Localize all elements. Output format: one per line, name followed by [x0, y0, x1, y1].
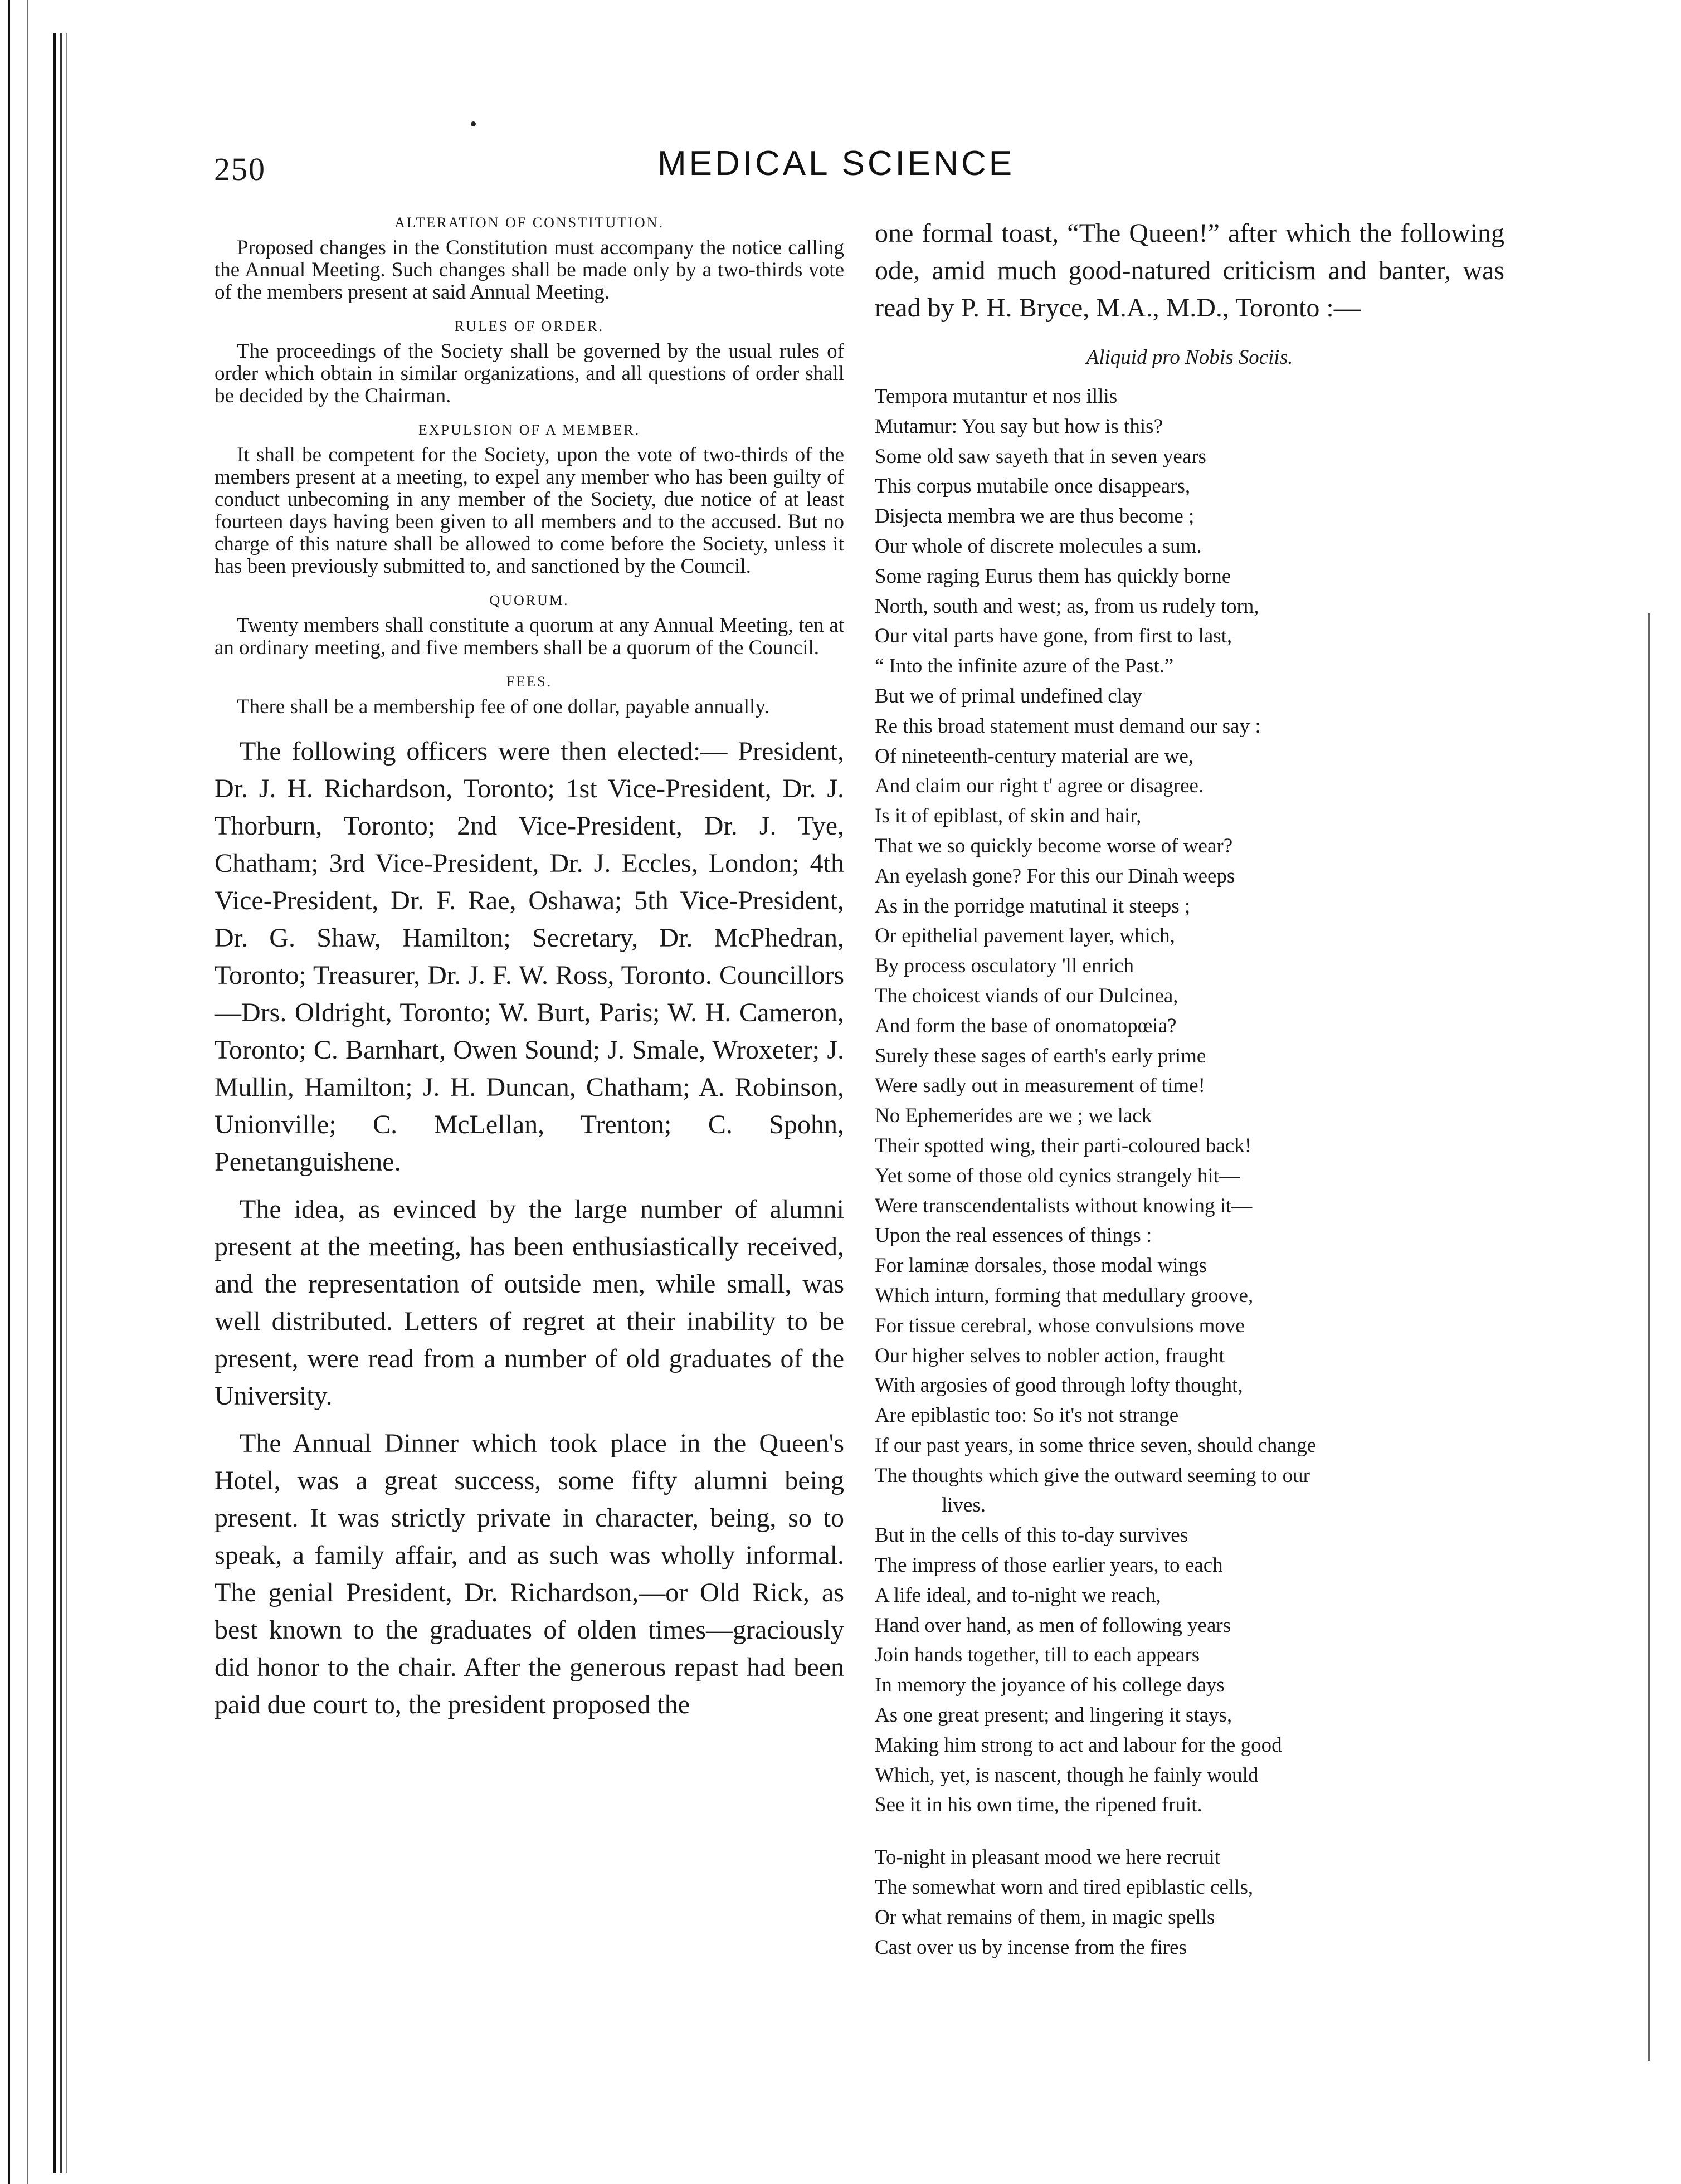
- poem-line: Which, yet, is nascent, though he fainly would: [875, 1763, 1259, 1787]
- poem-line: Were transcendentalists without knowing it—: [875, 1194, 1253, 1217]
- poem-line: But in the cells of this to-day survives: [875, 1524, 1188, 1547]
- poem-line: Our whole of discrete molecules a sum.: [875, 534, 1202, 558]
- rule-heading: EXPULSION OF A MEMBER.: [418, 422, 641, 438]
- poem-line: Yet some of those old cynics strangely hit—: [875, 1164, 1240, 1187]
- rule-heading: QUORUM.: [489, 592, 569, 608]
- poem-line: As in the porridge matutinal it steeps ;: [875, 894, 1191, 918]
- poem-line: “ Into the infinite azure of the Past.”: [875, 655, 1174, 678]
- poem-line: No Ephemerides are we ; we lack: [875, 1104, 1152, 1128]
- rule-text: It shall be competent for the Society, upon the vote of two-thirds of the members present at a meeting, to expel any member who has been guilty of conduct unbecoming in any member of the Society, due notice of at least fourteen days having been given to all members and to the accused. But no charge of this nature shall be allowed to come before the Society, unless it has been previously submitted to, and sanctioned by the Council.: [215, 443, 844, 578]
- poem-line: If our past years, in some thrice seven, should change: [875, 1434, 1317, 1457]
- poem-line: Their spotted wing, their parti-coloured back!: [875, 1134, 1252, 1157]
- poem-line: lives.: [942, 1494, 986, 1517]
- poem-line: The impress of those earlier years, to each: [875, 1554, 1223, 1577]
- rule-text: The proceedings of the Society shall be governed by the usual rules of order which obtain in similar organizations, and all questions of order shall be decided by the Chairman.: [215, 340, 844, 407]
- poem-line: With argosies of good through lofty thought,: [875, 1374, 1243, 1397]
- poem-line: Our vital parts have gone, from first to last,: [875, 625, 1232, 648]
- poem-line: Are epiblastic too: So it's not strange: [875, 1404, 1179, 1427]
- poem-line: For tissue cerebral, whose convulsions move: [875, 1314, 1245, 1337]
- poem-line: Re this broad statement must demand our say :: [875, 714, 1261, 738]
- poem-line: And claim our right t' agree or disagree.: [875, 774, 1204, 798]
- poem-line: Is it of epiblast, of skin and hair,: [875, 805, 1142, 828]
- meeting-paragraph: The idea, as evinced by the large number of alumni present at the meeting, has been enthusiastically received, and the representation of outside men, while small, was well distributed. Letters of regret at their inability to be present, were read from a number of old graduates of the University.: [215, 1195, 844, 1411]
- poem-line: Tempora mutantur et nos illis: [875, 385, 1118, 408]
- poem-line: Cast over us by incense from the fires: [875, 1936, 1187, 1959]
- page-number: 250: [214, 151, 266, 187]
- poem-line: That we so quickly become worse of wear?: [875, 834, 1233, 857]
- toast-paragraph: one formal toast, “The Queen!” after which the following ode, amid much good-natured criticism and banter, was read by P. H. Bryce, M.A., M.D., Toronto :—: [875, 218, 1504, 323]
- poem-line: Some old saw sayeth that in seven years: [875, 445, 1206, 468]
- poem-line: North, south and west; as, from us rudely torn,: [875, 594, 1259, 618]
- poem-line: The somewhat worn and tired epiblastic cells,: [875, 1876, 1254, 1899]
- poem-line: Of nineteenth-century material are we,: [875, 744, 1194, 768]
- poem-line: Making him strong to act and labour for the good: [875, 1733, 1282, 1757]
- poem-line: A life ideal, and to-night we reach,: [875, 1583, 1161, 1607]
- rule-text: Twenty members shall constitute a quorum at any Annual Meeting, ten at an ordinary meeting, and five members shall be a quorum of the Council.: [215, 614, 844, 659]
- poem-line: Which inturn, forming that medullary groove,: [875, 1284, 1254, 1307]
- scan-speck: [471, 121, 476, 126]
- rule-section-fees: [215, 674, 844, 718]
- left-column: [215, 214, 844, 1723]
- rule-section-expulsion: [215, 422, 844, 578]
- poem-line: Were sadly out in measurement of time!: [875, 1074, 1205, 1098]
- poem-line: To-night in pleasant mood we here recruit: [875, 1846, 1221, 1869]
- poem-line: See it in his own time, the ripened fruit.: [875, 1793, 1202, 1817]
- right-edge-mark: [1648, 613, 1650, 2061]
- rule-text: Proposed changes in the Constitution must accompany the notice calling the Annual Meeting. Such changes shall be made only by a two-thirds vote of the members present at said Annual Meeting.: [215, 236, 844, 304]
- poem-stanza-1: [875, 382, 1504, 1820]
- running-head: MEDICAL SCIENCE: [657, 144, 1015, 183]
- poem-line: As one great present; and lingering it stays,: [875, 1704, 1232, 1727]
- dinner-paragraph: The Annual Dinner which took place in the Queen's Hotel, was a great success, some fifty alumni being present. It was strictly private in character, being, so to speak, a family affair, and as such was wholly informal. The genial President, Dr. Richardson,—or Old Rick, as best known to the graduates of olden times—graciously did honor to the chair. After the generous repast had been paid due court to, the president proposed the: [215, 1429, 844, 1719]
- rule-heading: FEES.: [506, 674, 553, 690]
- poem-line: This corpus mutabile once disappears,: [875, 475, 1191, 498]
- poem-stanza-2: [875, 1842, 1504, 1962]
- rule-section-alteration: [215, 214, 844, 304]
- poem-line: Some raging Eurus them has quickly borne: [875, 564, 1231, 588]
- poem-title: Aliquid pro Nobis Sociis.: [1086, 346, 1293, 369]
- poem-line: Or what remains of them, in magic spells: [875, 1905, 1215, 1929]
- rule-heading: RULES OF ORDER.: [454, 318, 605, 334]
- poem-line: Surely these sages of earth's early prime: [875, 1044, 1206, 1067]
- poem-line: Our higher selves to nobler action, fraught: [875, 1344, 1225, 1367]
- poem-line: By process osculatory 'll enrich: [875, 954, 1134, 978]
- poem-line: The choicest viands of our Dulcinea,: [875, 984, 1178, 1007]
- poem-line: Hand over hand, as men of following years: [875, 1613, 1231, 1637]
- poem-line: And form the base of onomatopœia?: [875, 1014, 1177, 1037]
- poem-line: The thoughts which give the outward seeming to our: [875, 1464, 1310, 1487]
- rule-section-quorum: [215, 592, 844, 659]
- binding-edge: [0, 0, 84, 2184]
- poem-line: An eyelash gone? For this our Dinah weeps: [875, 864, 1235, 888]
- poem-line: In memory the joyance of his college days: [875, 1674, 1225, 1697]
- right-column: [875, 214, 1504, 1962]
- officers-paragraph: The following officers were then elected:— President, Dr. J. H. Richardson, Toronto; 1st Vice-President, Dr. J. Thorburn, Toronto; 2nd Vice-President, Dr. J. Tye, Chatham; 3rd Vice-President, Dr. J. Eccles, London; 4th Vice-President, Dr. F. Rae, Oshawa; 5th Vice-President, Dr. G. Shaw, Hamilton; Secretary, Dr. McPhedran, Toronto; Treasurer, Dr. J. F. W. Ross, Toronto. Councillors—Drs. Oldright, Toronto; W. Burt, Paris; W. H. Cameron, Toronto; C. Barnhart, Owen Sound; J. Smale, Wroxeter; J. Mullin, Hamilton; J. H. Duncan, Chatham; A. Robinson, Unionville; C. McLellan, Trenton; C. Spohn, Penetanguishene.: [215, 737, 844, 1177]
- rule-text: There shall be a membership fee of one dollar, payable annually.: [237, 695, 769, 718]
- rule-section-order: [215, 318, 844, 407]
- poem-line: For laminæ dorsales, those modal wings: [875, 1254, 1207, 1278]
- poem-line: Join hands together, till to each appears: [875, 1644, 1200, 1667]
- rule-heading: ALTERATION OF CONSTITUTION.: [394, 214, 664, 231]
- poem-line: Mutamur: You say but how is this?: [875, 415, 1163, 438]
- poem-line: Or epithelial pavement layer, which,: [875, 924, 1175, 948]
- poem-line: Upon the real essences of things :: [875, 1224, 1152, 1247]
- poem-line: But we of primal undefined clay: [875, 684, 1142, 708]
- poem-line: Disjecta membra we are thus become ;: [875, 505, 1195, 528]
